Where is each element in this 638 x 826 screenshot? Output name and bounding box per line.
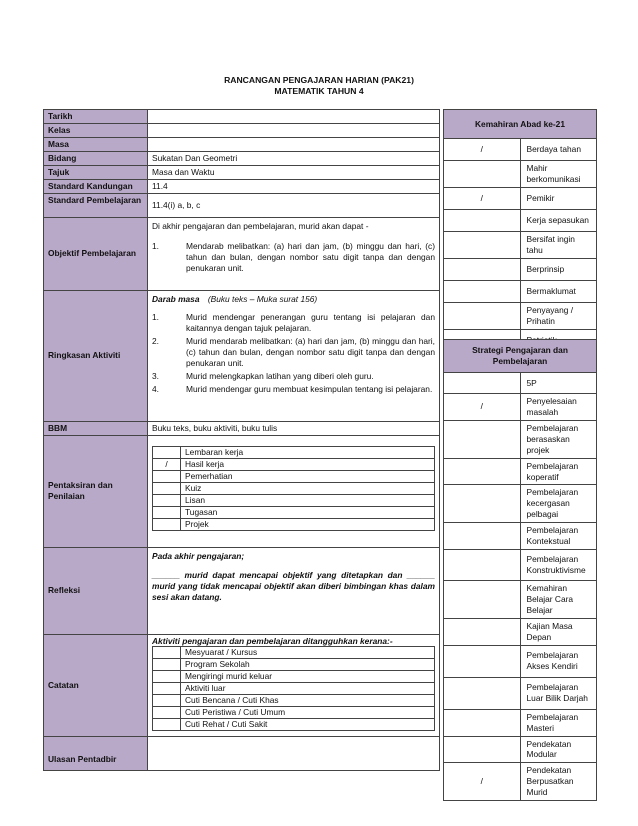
document-heading	[0, 75, 638, 97]
checkbox-cell[interactable]	[444, 420, 521, 458]
checklist-row	[153, 482, 435, 494]
strategi-label: Kajian Masa Depan	[520, 618, 597, 645]
kemahiran-row	[444, 302, 597, 329]
checkbox-cell[interactable]: /	[444, 187, 521, 209]
checkbox-cell[interactable]	[444, 677, 521, 709]
checkbox-cell[interactable]	[444, 550, 521, 581]
strategi-label: Pendekatan Modular	[520, 736, 597, 763]
checklist-row	[153, 470, 435, 482]
document-title: RANCANGAN PENGAJARAN HARIAN (PAK21)	[224, 75, 414, 85]
ringkasan-text: Murid mendengar guru membuat kesimpulan tentang isi pelajaran.	[186, 383, 433, 394]
ringkasan-number: 3.	[152, 371, 159, 382]
strategi-label: Pembelajaran berasaskan projek	[520, 420, 597, 458]
checkbox-cell[interactable]	[444, 736, 521, 763]
ringkasan-title: Darab masa	[152, 293, 200, 304]
objektif-text: Mendarab melibatkan: (a) hari dan jam, (b) minggu dan hari, (c) tahun dan bulan, dengan nombor satu digit tanpa dan dengan penukaran unit.	[186, 241, 435, 274]
kemahiran-row	[444, 231, 597, 258]
label-ringkasan: Ringkasan Aktiviti	[44, 290, 148, 421]
row-bidang	[44, 151, 440, 165]
catatan-title: Aktiviti pengajaran dan pembelajaran ditangguhkan kerana:-	[152, 635, 393, 646]
strategi-row	[444, 458, 597, 485]
checkbox-cell[interactable]	[153, 446, 181, 458]
strategi-label: Pendekatan Berpusatkan Murid	[520, 763, 597, 801]
checkbox-cell[interactable]	[444, 618, 521, 645]
strategi-row	[444, 709, 597, 736]
kemahiran-label: Mahir berkomunikasi	[520, 161, 597, 188]
kemahiran-row	[444, 187, 597, 209]
row-tarikh	[44, 110, 440, 124]
field-bbm: Buku teks, buku aktiviti, buku tulis	[148, 421, 440, 435]
checkbox-cell[interactable]	[444, 645, 521, 677]
checkbox-cell[interactable]	[153, 506, 181, 518]
kemahiran-header: Kemahiran Abad ke-21	[444, 110, 597, 139]
ringkasan-number: 2.	[152, 336, 159, 347]
checklist-row	[153, 458, 435, 470]
strategi-label: Pembelajaran kecergasan pelbagai	[520, 485, 597, 523]
strategi-row	[444, 550, 597, 581]
checkbox-cell[interactable]	[444, 209, 521, 231]
strategi-label: Pembelajaran Akses Kendiri	[520, 645, 597, 677]
objektif-number: 1.	[152, 241, 159, 252]
field-catatan	[148, 634, 440, 736]
ringkasan-item	[152, 371, 435, 382]
checklist-label: Mengiringi murid keluar	[181, 671, 435, 683]
label-tarikh: Tarikh	[44, 110, 148, 124]
label-bbm: BBM	[44, 421, 148, 435]
ringkasan-text: Murid mendarab melibatkan: (a) hari dan jam, (b) minggu dan hari, (c) tahun dan bulan, dengan nombor satu digit tanpa dan dengan penukaran unit.	[186, 336, 435, 369]
field-objektif	[148, 217, 440, 290]
field-kelas[interactable]	[148, 123, 440, 137]
field-bidang: Sukatan Dan Geometri	[148, 151, 440, 165]
checkbox-cell[interactable]: /	[444, 139, 521, 161]
checkbox-cell[interactable]	[444, 302, 521, 329]
row-kelas	[44, 123, 440, 137]
row-pentaksiran	[44, 435, 440, 547]
strategi-label: 5P	[520, 373, 597, 394]
row-refleksi	[44, 547, 440, 634]
field-ulasan[interactable]	[148, 736, 440, 770]
refleksi-intro: Pada akhir pengajaran;	[152, 550, 245, 561]
label-tajuk: Tajuk	[44, 165, 148, 179]
row-catatan	[44, 634, 440, 736]
ringkasan-item	[152, 384, 435, 395]
checkbox-cell[interactable]	[153, 470, 181, 482]
strategi-label: Penyelesaian masalah	[520, 394, 597, 421]
label-kelas: Kelas	[44, 123, 148, 137]
checkbox-cell[interactable]	[444, 258, 521, 280]
kemahiran-label: Bermaklumat	[520, 280, 597, 302]
field-ringkasan	[148, 290, 440, 421]
strategi-row	[444, 763, 597, 801]
checkbox-cell[interactable]	[444, 161, 521, 188]
strategi-label: Pembelajaran koperatif	[520, 458, 597, 485]
ringkasan-item	[152, 336, 435, 369]
ringkasan-number: 4.	[152, 383, 159, 394]
objektif-intro: Di akhir pengajaran dan pembelajaran, murid akan dapat -	[152, 220, 369, 231]
label-pentaksiran: Pentaksiran dan Penilaian	[44, 435, 148, 547]
strategi-header: Strategi Pengajaran dan Pembelajaran	[444, 340, 597, 373]
checkbox-cell[interactable]	[444, 231, 521, 258]
ringkasan-text: Murid mendengar penerangan guru tentang isi pelajaran dan kaitannya dengan tajuk pelajaran.	[186, 312, 435, 334]
checklist-row	[153, 647, 435, 659]
strategi-pembelajaran-table	[443, 339, 597, 801]
checklist-label: Hasil kerja	[181, 458, 435, 470]
checkbox-cell[interactable]: /	[153, 458, 181, 470]
checkbox-cell[interactable]	[153, 719, 181, 731]
checklist-label: Program Sekolah	[181, 659, 435, 671]
document-subtitle: MATEMATIK TAHUN 4	[274, 86, 364, 96]
checkbox-cell[interactable]	[153, 647, 181, 659]
checklist-label: Lisan	[181, 494, 435, 506]
ringkasan-heading	[152, 294, 435, 305]
checkbox-cell[interactable]	[444, 485, 521, 523]
row-bbm	[44, 421, 440, 435]
ringkasan-text: Murid melengkapkan latihan yang diberi oleh guru.	[186, 371, 374, 382]
checklist-row	[153, 719, 435, 731]
checkbox-cell[interactable]	[444, 523, 521, 550]
strategi-row	[444, 736, 597, 763]
row-objektif	[44, 217, 440, 290]
checklist-label: Cuti Bencana / Cuti Khas	[181, 695, 435, 707]
field-standard-pembelajaran: 11.4(i) a, b, c	[148, 193, 440, 217]
kemahiran-label: Penyayang / Prihatin	[520, 302, 597, 329]
label-catatan: Catatan	[44, 634, 148, 736]
field-tarikh[interactable]	[148, 110, 440, 124]
strategi-row	[444, 394, 597, 421]
checkbox-cell[interactable]	[444, 581, 521, 619]
kemahiran-abad-21-table	[443, 109, 597, 352]
row-standard-pembelajaran	[44, 193, 440, 217]
kemahiran-label: Berprinsip	[520, 258, 597, 280]
strategi-label: Pembelajaran Masteri	[520, 709, 597, 736]
kemahiran-row	[444, 258, 597, 280]
objektif-item	[152, 241, 435, 274]
checklist-label: Kuiz	[181, 482, 435, 494]
ringkasan-ref: (Buku teks – Muka surat 156)	[207, 293, 318, 304]
label-standard-kandungan: Standard Kandungan	[44, 179, 148, 193]
checklist-row	[153, 518, 435, 530]
kemahiran-label: Bersifat ingin tahu	[520, 231, 597, 258]
strategi-row	[444, 677, 597, 709]
row-masa	[44, 137, 440, 151]
field-standard-kandungan: 11.4	[148, 179, 440, 193]
checklist-row	[153, 494, 435, 506]
checklist-row	[153, 446, 435, 458]
kemahiran-label: Kerja sepasukan	[520, 209, 597, 231]
checklist-label: Cuti Rehat / Cuti Sakit	[181, 719, 435, 731]
checklist-label: Aktiviti luar	[181, 683, 435, 695]
kemahiran-row	[444, 161, 597, 188]
ringkasan-number: 1.	[152, 312, 159, 323]
strategi-row	[444, 485, 597, 523]
label-objektif: Objektif Pembelajaran	[44, 217, 148, 290]
checkbox-cell[interactable]: /	[444, 763, 521, 801]
lesson-plan-table	[43, 109, 440, 771]
checklist-label: Projek	[181, 518, 435, 530]
checkbox-cell[interactable]	[153, 707, 181, 719]
checkbox-cell[interactable]	[444, 373, 521, 394]
checkbox-cell[interactable]	[444, 709, 521, 736]
checklist-label: Mesyuarat / Kursus	[181, 647, 435, 659]
label-ulasan: Ulasan Pentadbir	[44, 736, 148, 770]
strategi-row	[444, 523, 597, 550]
kemahiran-label: Berdaya tahan	[520, 139, 597, 161]
checklist-row	[153, 695, 435, 707]
checkbox-cell[interactable]	[153, 518, 181, 530]
refleksi-text: ______ murid dapat mencapai objektif yang ditetapkan dan ______ murid yang tidak mencapai objektif akan diberi bimbingan khas dalam sesi akan datang.	[152, 570, 435, 603]
checklist-row	[153, 707, 435, 719]
strategi-row	[444, 373, 597, 394]
strategi-row	[444, 420, 597, 458]
checkbox-cell[interactable]: /	[444, 394, 521, 421]
field-refleksi	[148, 547, 440, 634]
strategi-label: Pembelajaran Luar Bilik Darjah	[520, 677, 597, 709]
label-refleksi: Refleksi	[44, 547, 148, 634]
row-ulasan	[44, 736, 440, 770]
strategi-row	[444, 645, 597, 677]
field-tajuk: Masa dan Waktu	[148, 165, 440, 179]
checkbox-cell[interactable]	[444, 458, 521, 485]
checklist-row	[153, 659, 435, 671]
strategi-label: Pembelajaran Kontekstual	[520, 523, 597, 550]
label-masa: Masa	[44, 137, 148, 151]
ringkasan-item	[152, 312, 435, 334]
checkbox-cell[interactable]	[153, 494, 181, 506]
checkbox-cell[interactable]	[153, 695, 181, 707]
checklist-row	[153, 506, 435, 518]
kemahiran-row	[444, 139, 597, 161]
checkbox-cell[interactable]	[153, 671, 181, 683]
row-ringkasan	[44, 290, 440, 421]
field-masa[interactable]	[148, 137, 440, 151]
checklist-label: Tugasan	[181, 506, 435, 518]
checkbox-cell[interactable]	[153, 683, 181, 695]
checklist-label: Lembaran kerja	[181, 446, 435, 458]
kemahiran-row	[444, 280, 597, 302]
kemahiran-row	[444, 209, 597, 231]
pentaksiran-checklist	[152, 446, 435, 531]
checklist-row	[153, 683, 435, 695]
checklist-row	[153, 671, 435, 683]
field-pentaksiran	[148, 435, 440, 547]
catatan-checklist	[152, 646, 435, 731]
strategi-row	[444, 618, 597, 645]
strategi-label: Pembelajaran Konstruktivisme	[520, 550, 597, 581]
label-bidang: Bidang	[44, 151, 148, 165]
checklist-label: Pemerhatian	[181, 470, 435, 482]
kemahiran-label: Pemikir	[520, 187, 597, 209]
strategi-row	[444, 581, 597, 619]
strategi-label: Kemahiran Belajar Cara Belajar	[520, 581, 597, 619]
checkbox-cell[interactable]	[444, 280, 521, 302]
row-tajuk	[44, 165, 440, 179]
checkbox-cell[interactable]	[153, 659, 181, 671]
label-standard-pembelajaran: Standard Pembelajaran	[44, 193, 148, 217]
row-standard-kandungan	[44, 179, 440, 193]
checklist-label: Cuti Peristiwa / Cuti Umum	[181, 707, 435, 719]
checkbox-cell[interactable]	[153, 482, 181, 494]
